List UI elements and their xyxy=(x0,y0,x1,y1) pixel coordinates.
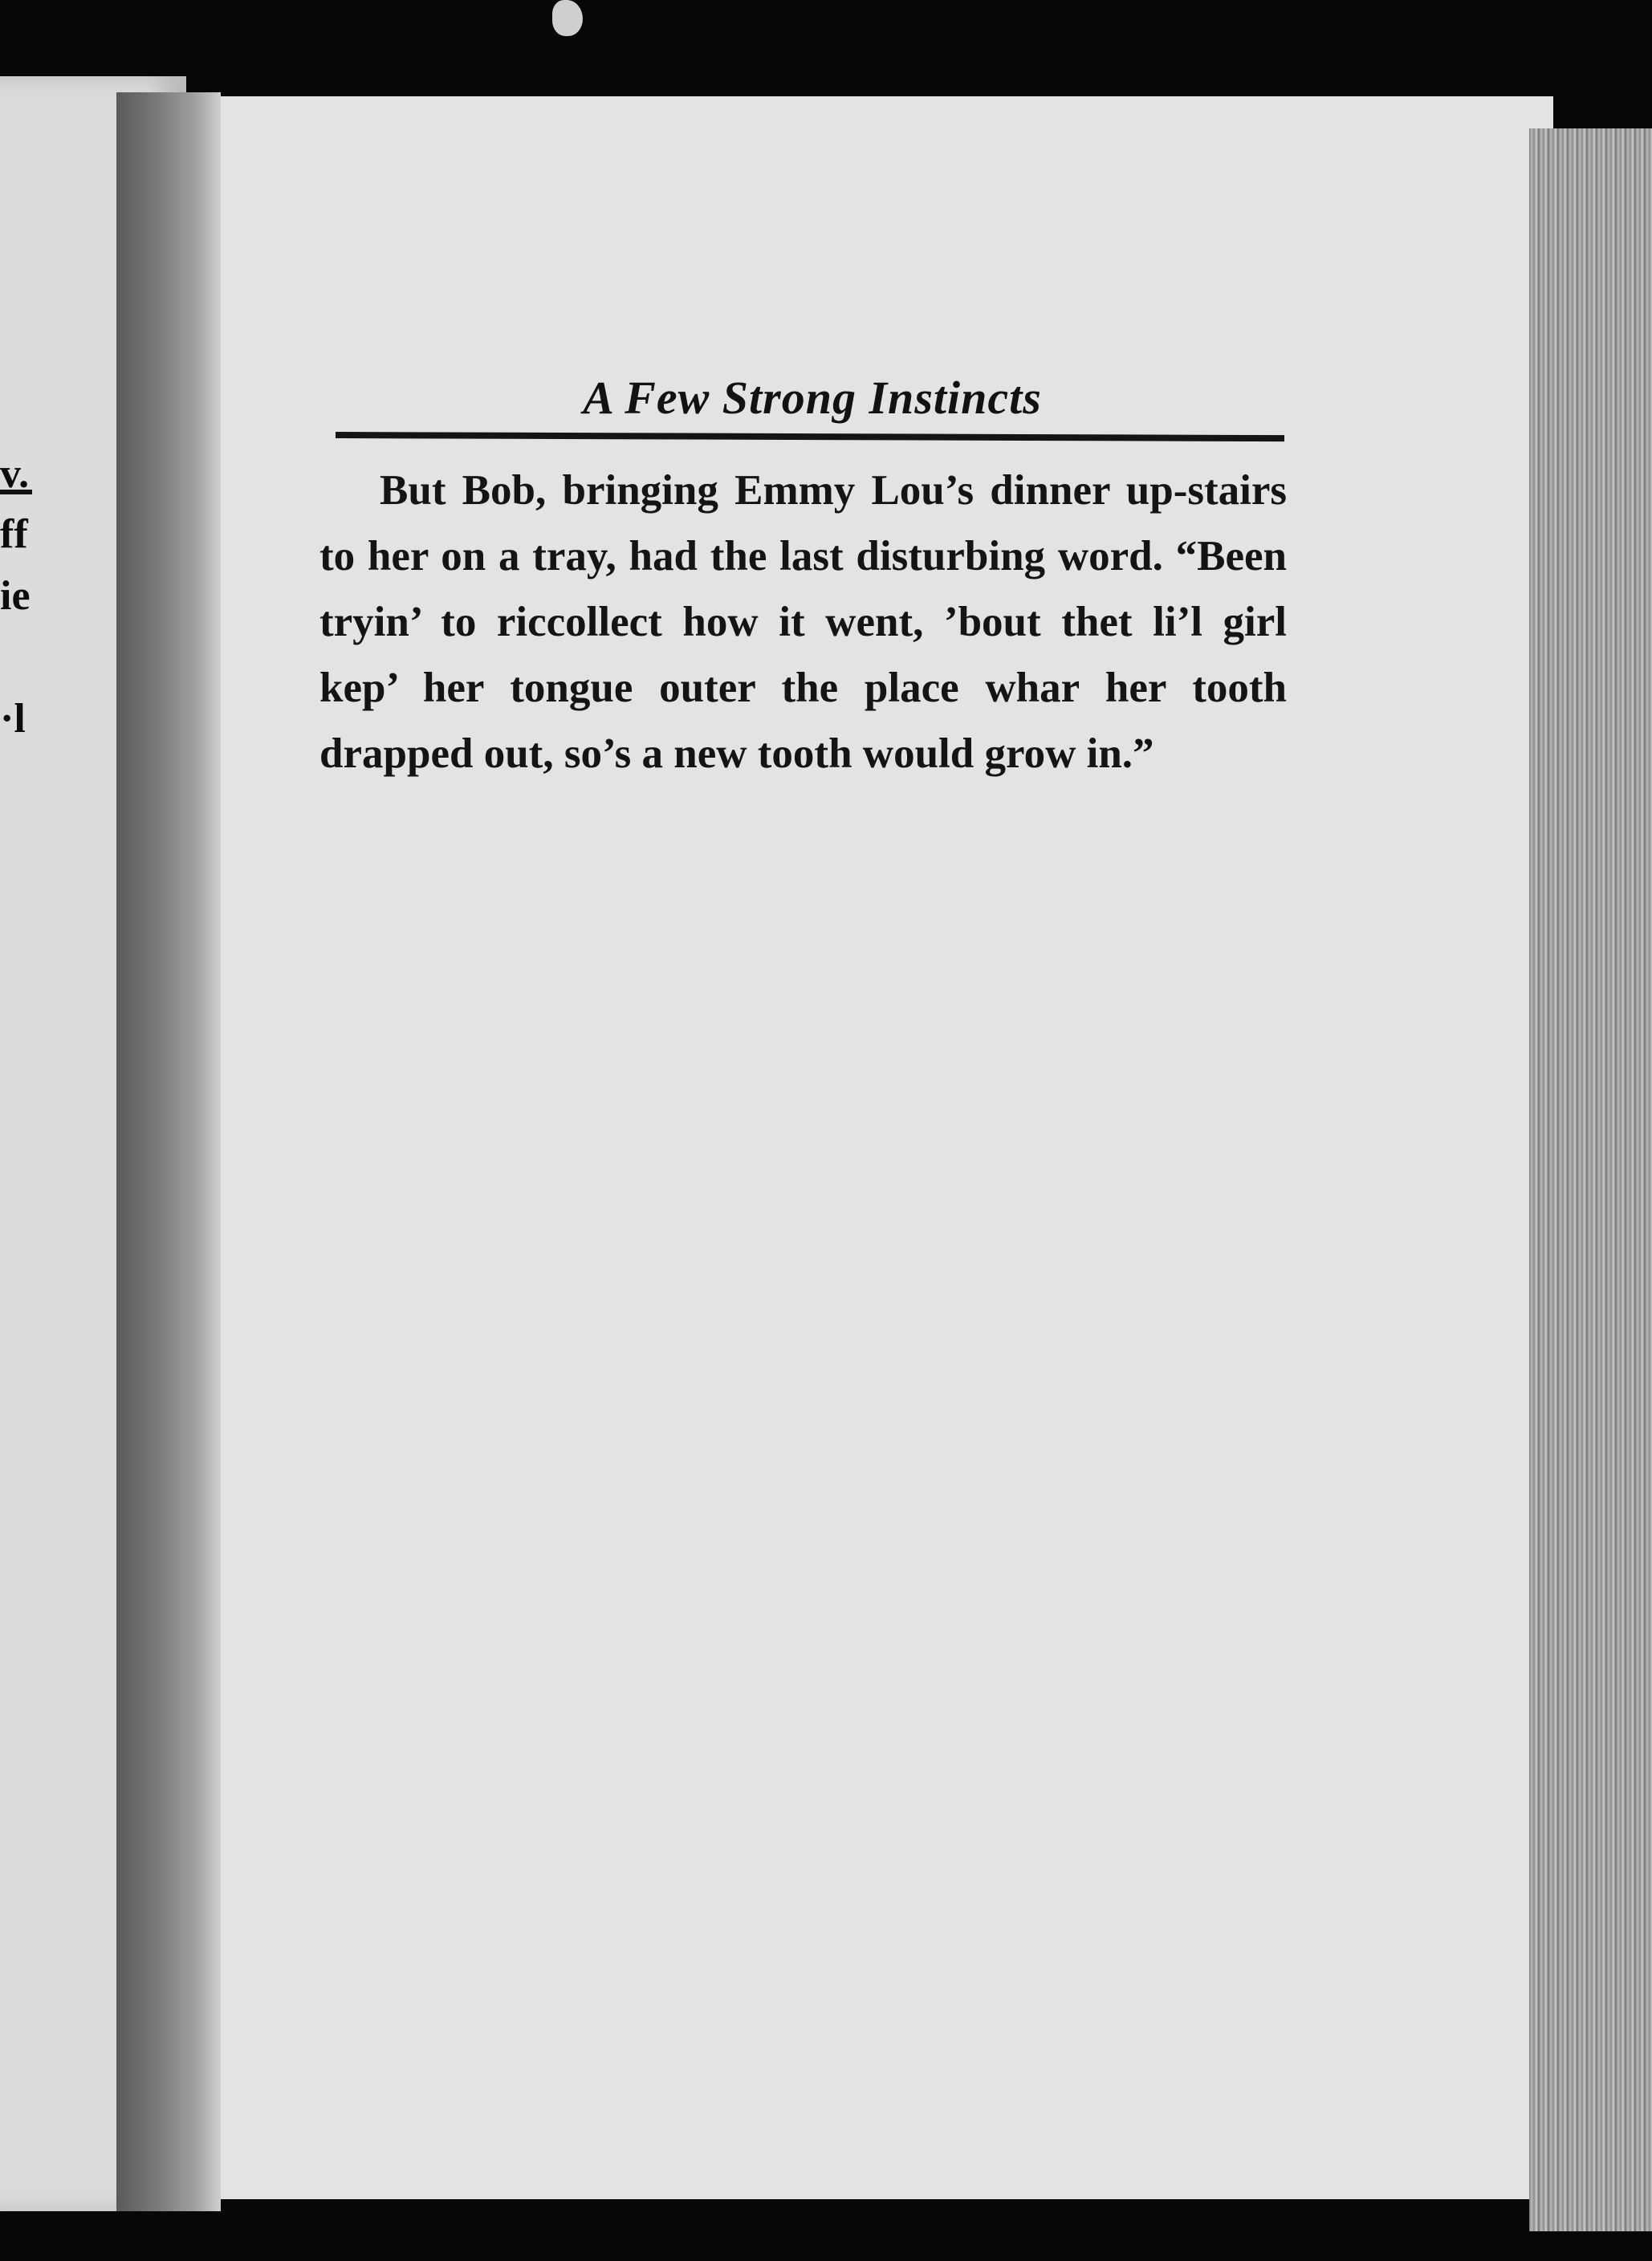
left-page-fragment: ·l xyxy=(0,696,26,742)
left-page-fragment: ff xyxy=(0,511,28,557)
left-page-fragment: v. xyxy=(0,451,30,497)
running-head: A Few Strong Instincts xyxy=(583,372,1042,424)
dust-speck xyxy=(552,0,583,36)
left-page-fragment: ie xyxy=(0,573,31,619)
page-edges xyxy=(1529,128,1652,2231)
book-gutter xyxy=(116,92,221,2211)
body-paragraph: But Bob, bringing Emmy Lou’s dinner up-stairs to her on a tray, had the last disturbing word. “Been tryin’ to riccollect how it went, ’bout thet li’l girl kep’ her tongue outer the place whar her tooth drapped out, so’s a new tooth would grow in.” xyxy=(319,467,1287,777)
